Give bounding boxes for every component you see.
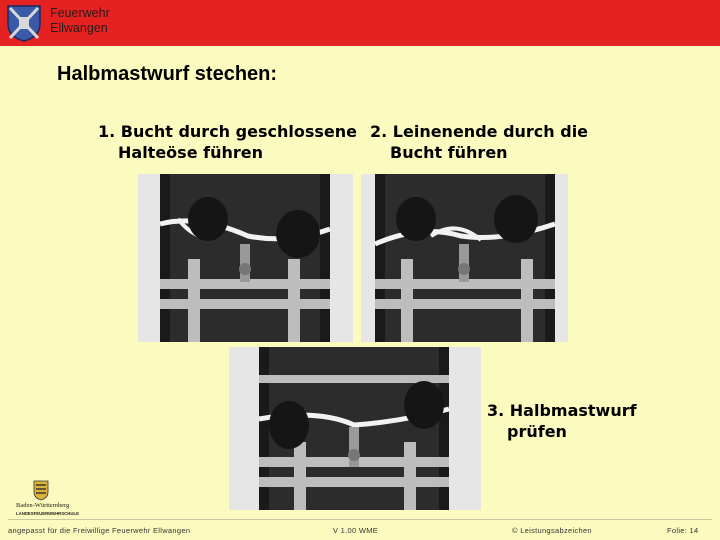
footer-copyright: © Leistungsabzeichen bbox=[512, 526, 592, 535]
step-3-caption bbox=[487, 400, 637, 442]
org-line-1: Feuerwehr bbox=[50, 6, 110, 20]
org-name bbox=[50, 6, 110, 36]
photo-step-2 bbox=[361, 174, 568, 342]
step-1-caption bbox=[98, 121, 357, 163]
slide-title: Halbmastwurf stechen: bbox=[57, 63, 278, 85]
footer-slide-number: Folie: 14 bbox=[667, 526, 699, 535]
footer-credit: angepasst für die Freiwillige Feuerwehr Ellwangen bbox=[8, 526, 191, 535]
step-2-line-2: Bucht führen bbox=[390, 143, 508, 162]
step-2-caption bbox=[370, 121, 588, 163]
baden-wuerttemberg-logo bbox=[14, 480, 84, 516]
step-1-line-2: Halteöse führen bbox=[118, 143, 263, 162]
footer-version: V 1.00 WME bbox=[333, 526, 379, 535]
header-bar bbox=[0, 0, 720, 46]
footer-divider bbox=[8, 519, 712, 520]
photo-step-1 bbox=[138, 174, 353, 342]
svg-text:LANDESFEUERWEHRSCHULE: LANDESFEUERWEHRSCHULE bbox=[16, 511, 79, 516]
step-3-line-1: 3. Halbmastwurf bbox=[487, 401, 637, 420]
photo-step-3 bbox=[229, 347, 481, 510]
org-line-2: Ellwangen bbox=[50, 21, 108, 35]
ellwangen-crest-icon bbox=[6, 4, 42, 42]
svg-text:Baden-Württemberg: Baden-Württemberg bbox=[16, 502, 70, 509]
step-3-line-2: prüfen bbox=[507, 422, 567, 441]
step-2-line-1: 2. Leinenende durch die bbox=[370, 122, 589, 141]
step-1-line-1: 1. Bucht durch geschlossene bbox=[98, 122, 357, 141]
